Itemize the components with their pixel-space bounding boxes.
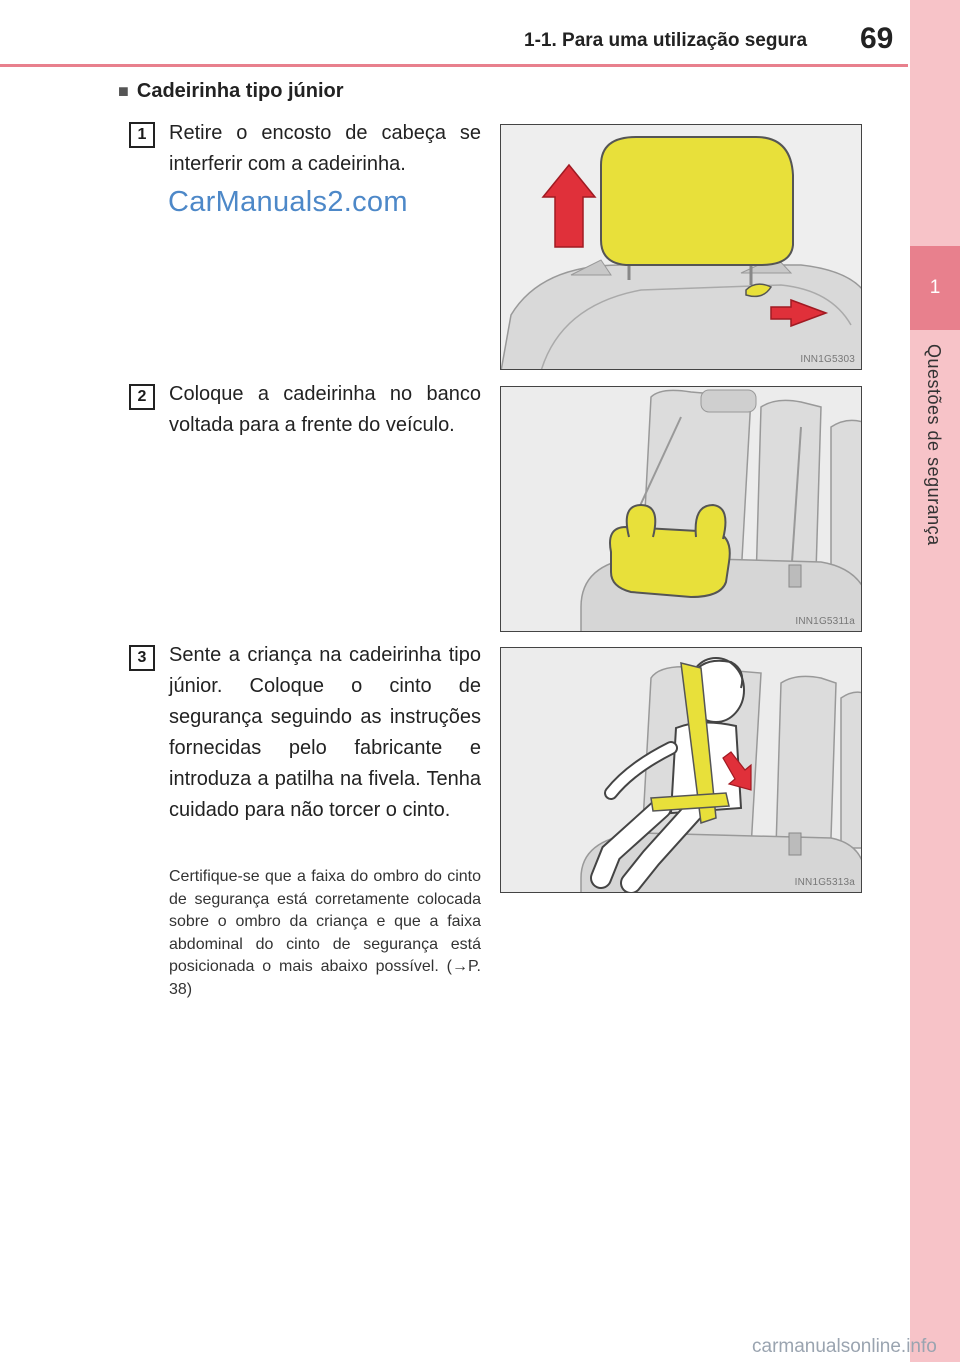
child-seatbelt-illustration (501, 648, 862, 893)
figure-headrest-removal (500, 124, 862, 370)
figure-child-belted (500, 647, 862, 893)
step-text-2: Coloque a cadeirinha no banco voltada para a frente do veículo. (169, 383, 481, 436)
figure-code-3: INN1G5313a (794, 877, 855, 888)
watermark-top: CarManuals2.com (168, 186, 408, 218)
safety-note: Certifique-se que a faixa do ombro do cinto de segurança está corretamente colocada sobre o ombro da criança e que a faixa abdominal do cinto de segurança está posicionada o mais abaixo possível. (→P. 38) (169, 868, 481, 998)
step-number-1: 1 (129, 122, 155, 148)
section-header-title: 1-1. Para uma utilização segura (524, 30, 808, 51)
header-rule (0, 64, 908, 67)
square-bullet-icon: ■ (118, 81, 129, 101)
chapter-side-tab (910, 0, 960, 1362)
chapter-title: Questões de segurança (924, 344, 944, 546)
section-heading-text: Cadeirinha tipo júnior (136, 80, 344, 102)
step-number-2: 2 (129, 384, 155, 410)
headrest-illustration (501, 125, 862, 370)
page-number: 69 (860, 22, 894, 55)
watermark-bottom: carmanualsonline.info (752, 1336, 937, 1357)
booster-seat-illustration (501, 387, 862, 632)
step-number-3: 3 (129, 645, 155, 671)
step-text-3: Sente a criança na cadeirinha tipo júnior. Coloque o cinto de segurança seguindo as instruções fornecidas pelo fabricante e introduza a patilha na fivela. Tenha cuidado para não torcer o cinto. (169, 644, 481, 821)
figure-code-2: INN1G5311a (795, 616, 855, 627)
section-heading (118, 80, 478, 103)
chapter-number: 1 (910, 246, 960, 330)
step-text-1: Retire o encosto de cabeça se interferir com a cadeirinha. (169, 122, 481, 175)
figure-code-1: INN1G5303 (800, 354, 855, 365)
figure-booster-on-seat (500, 386, 862, 632)
